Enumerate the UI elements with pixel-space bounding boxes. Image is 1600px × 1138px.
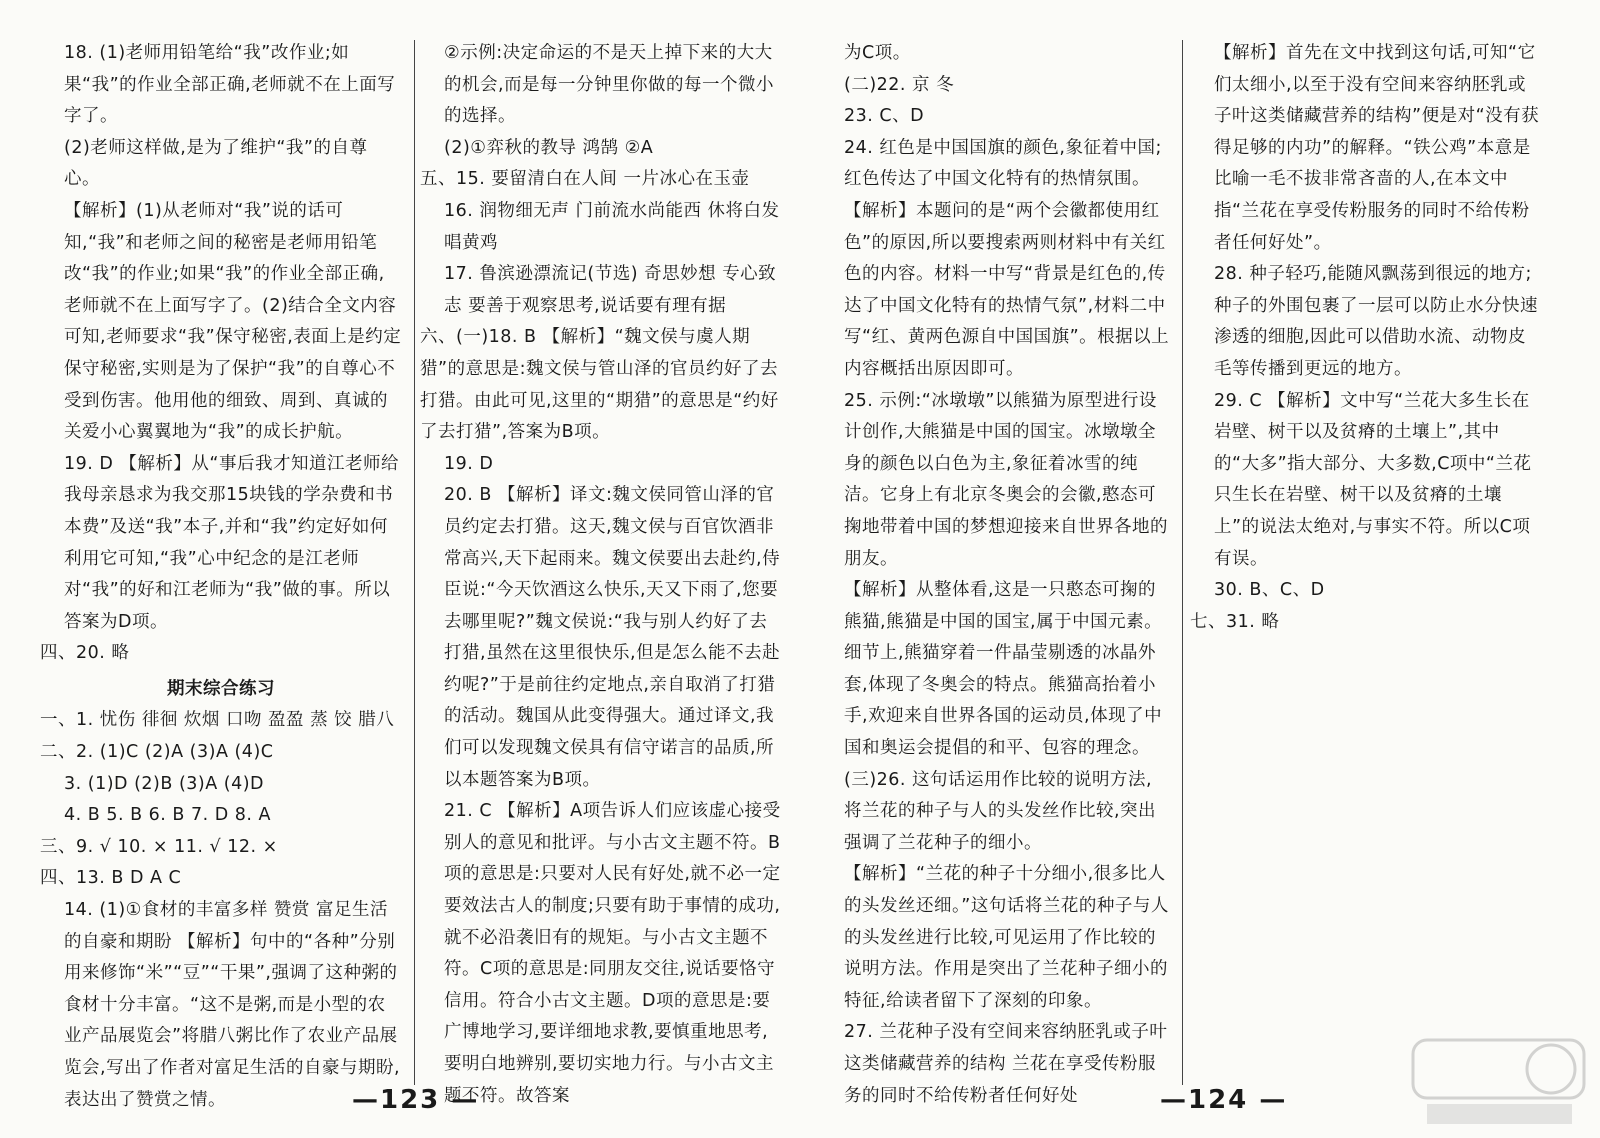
answer-paragraph: 一、1. 忧伤 徘徊 炊烟 口吻 盈盈 蒸 饺 腊八 bbox=[40, 710, 395, 731]
answer-paragraph: 四、20. 略 bbox=[40, 643, 130, 664]
page-number-left: —123 — bbox=[352, 1085, 480, 1115]
column-1 bbox=[40, 38, 402, 1116]
answer-paragraph: 【解析】(1)从老师对“我”说的话可知,“我”和老师之间的秘密是老师用铅笔改“我”的作业;如果“我”的作业全部正确,老师就不在上面写字了。(2)结合全文内容可知,老师要求“我”保守秘密,表面上是约定保守秘密,实则是为了保护“我”的自尊心不受到伤害。他用他的细致、周到、真诚的关爱小心翼翼地为“我”的成长护航。 bbox=[64, 200, 402, 443]
column-3 bbox=[820, 38, 1170, 1112]
answer-paragraph: 4. B 5. B 6. B 7. D 8. A bbox=[64, 805, 272, 826]
answer-paragraph: 六、(一)18. B 【解析】“魏文侯与虞人期猎”的意思是:魏文侯与管山泽的官员约好了去打猎。由此可见,这里的“期猎”的意思是“约好了去打猎”,答案为B项。 bbox=[420, 327, 779, 443]
answer-paragraph: 3. (1)D (2)B (3)A (4)D bbox=[64, 773, 265, 794]
answer-paragraph: 【解析】本题问的是“两个会徽都使用红色”的原因,所以要搜索两则材料中有关红色的内容。材料一中写“背景是红色的,传达了中国文化特有的热情气氛”,材料二中写“红、黄两色源自中国国旗”。根据以上内容概括出原因即可。 bbox=[844, 200, 1170, 379]
column-4 bbox=[1190, 38, 1540, 638]
answer-paragraph: 24. 红色是中国国旗的颜色,象征着中国;红色传达了中国文化特有的热情氛围。 bbox=[844, 137, 1162, 190]
answer-paragraph: 16. 润物细无声 门前流水尚能西 休将白发唱黄鸡 bbox=[444, 200, 780, 253]
column-2 bbox=[420, 38, 782, 1112]
answer-paragraph: 27. 兰花种子没有空间来容纳胚乳或子叶这类储藏营养的结构 兰花在享受传粉服务的同时不给传粉者任何好处 bbox=[844, 1022, 1168, 1106]
answer-paragraph: 25. 示例:“冰墩墩”以熊猫为原型进行设计创作,大熊猫是中国的国宝。冰墩墩全身的颜色以白色为主,象征着冰雪的纯洁。它身上有北京冬奥会的会徽,憨态可掬地带着中国的梦想迎接来自世界各地的朋友。 bbox=[844, 390, 1168, 569]
column-divider-2 bbox=[1182, 40, 1183, 1085]
answer-paragraph: 为C项。 bbox=[844, 43, 911, 63]
watermark-logo bbox=[1411, 1038, 1586, 1128]
answer-paragraph: 14. (1)①食材的丰富多样 赞赏 富足生活的自豪和期盼 【解析】句中的“各种”分别用来修饰“米”“豆”“干果”,强调了这种粥的食材十分丰富。“这不是粥,而是小型的农业产品展览会”将腊八粥比作了农业产品展览会,写出了作者对富足生活的自豪与期盼,表达出了赞赏之情。 bbox=[64, 900, 401, 1110]
answer-paragraph: 17. 鲁滨逊漂流记(节选) 奇思妙想 专心致志 要善于观察思考,说话要有理有据 bbox=[444, 264, 777, 316]
answer-paragraph: (2)①弈秋的教导 鸿鹄 ②A bbox=[444, 137, 654, 158]
answer-paragraph: 20. B 【解析】译文:魏文侯同管山泽的官员约定去打猎。这天,魏文侯与百官饮酒非常高兴,天下起雨来。魏文侯要出去赴约,侍臣说:“今天饮酒这么快乐,天又下雨了,您要去哪里呢?”魏文侯说:“我与别人约好了去打猎,虽然在这里很快乐,但是怎么能不去赴约呢?”于是前往约定地点,亲自取消了打猎的活动。魏国从此变得强大。通过译文,我们可以发现魏文侯具有信守诺言的品质,所以本题答案为B项。 bbox=[444, 485, 781, 790]
answer-paragraph: 29. C 【解析】文中写“兰花大多生长在岩壁、树干以及贫瘠的土壤上”,其中的“大多”指大部分、大多数,C项中“兰花只生长在岩壁、树干以及贫瘠的土壤上”的说法太绝对,与事实不符。所以C项有误。 bbox=[1214, 390, 1532, 569]
answer-paragraph: 21. C 【解析】A项告诉人们应该虚心接受别人的意见和批评。与小古文主题不符。B项的意思是:只要对人民有好处,就不必一定要效法古人的制度;只要有助于事情的成功,就不必沿袭旧有的规矩。与小古文主题不符。C项的意思是:同朋友交往,说话要恪守信用。符合小古文主题。D项的意思是:要广博地学习,要详细地求教,要慎重地思考,要明白地辨别,要切实地力行。与小古文主题不符。故答案 bbox=[444, 801, 781, 1106]
answer-paragraph: (二)22. 京 冬 bbox=[844, 74, 955, 95]
page-number-right: —124 — bbox=[1160, 1085, 1288, 1115]
answer-paragraph: 【解析】从整体看,这是一只憨态可掬的熊猫,熊猫是中国的国宝,属于中国元素。细节上,熊猫穿着一件晶莹剔透的冰晶外套,体现了冬奥会的特点。熊猫高抬着小手,欢迎来自世界各国的运动员,体现了中国和奥运会提倡的和平、包容的理念。 bbox=[844, 580, 1163, 759]
column-divider-1 bbox=[414, 40, 415, 1085]
answer-paragraph: 【解析】首先在文中找到这句话,可知“它们太细小,以至于没有空间来容纳胚乳或子叶这类储藏营养的结构”便是对“没有获得足够的内功”的解释。“铁公鸡”本意是比喻一毛不拔非常吝啬的人,在本文中指“兰花在享受传粉服务的同时不给传粉者任何好处”。 bbox=[1214, 43, 1540, 253]
answer-paragraph: (2)老师这样做,是为了维护“我”的自尊心。 bbox=[64, 137, 368, 190]
answer-paragraph: 【解析】“兰花的种子十分细小,很多比人的头发丝还细。”这句话将兰花的种子与人的头发丝进行比较,可见运用了作比较的说明方法。作用是突出了兰花种子细小的特征,给读者留下了深刻的印象。 bbox=[844, 864, 1169, 1011]
answer-paragraph: 18. (1)老师用铅笔给“我”改作业;如果“我”的作业全部正确,老师就不在上面写字了。 bbox=[64, 43, 396, 127]
answer-paragraph: 二、2. (1)C (2)A (3)A (4)C bbox=[40, 742, 274, 763]
answer-paragraph: 五、15. 要留清白在人间 一片冰心在玉壶 bbox=[420, 169, 750, 190]
answer-paragraph: 19. D bbox=[444, 453, 494, 474]
answer-paragraph: (三)26. 这句话运用作比较的说明方法,将兰花的种子与人的头发丝作比较,突出强调了兰花种子的细小。 bbox=[844, 769, 1157, 853]
answer-paragraph: 19. D 【解析】从“事后我才知道江老师给我母亲恳求为我交那15块钱的学杂费和书本费”及送“我”本子,并和“我”约定好如何利用它可知,“我”心中纪念的是江老师对“我”的好和江老师为“我”做的事。所以答案为D项。 bbox=[64, 453, 399, 632]
answer-paragraph: ②示例:决定命运的不是天上掉下来的大大的机会,而是每一分钟里你做的每一个微小的选择。 bbox=[444, 43, 775, 127]
answer-paragraph: 23. C、D bbox=[844, 106, 925, 127]
answer-paragraph: 三、9. √ 10. × 11. √ 12. × bbox=[40, 836, 278, 857]
answer-paragraph: 期末综合练习 bbox=[167, 678, 275, 699]
answer-paragraph: 28. 种子轻巧,能随风飘荡到很远的地方;种子的外围包裹了一层可以防止水分快速渗透的细胞,因此可以借助水流、动物皮毛等传播到更远的地方。 bbox=[1214, 264, 1538, 379]
answer-paragraph: 四、13. B D A C bbox=[40, 868, 182, 889]
answer-paragraph: 七、31. 略 bbox=[1190, 611, 1280, 632]
answer-paragraph: 30. B、C、D bbox=[1214, 580, 1325, 601]
